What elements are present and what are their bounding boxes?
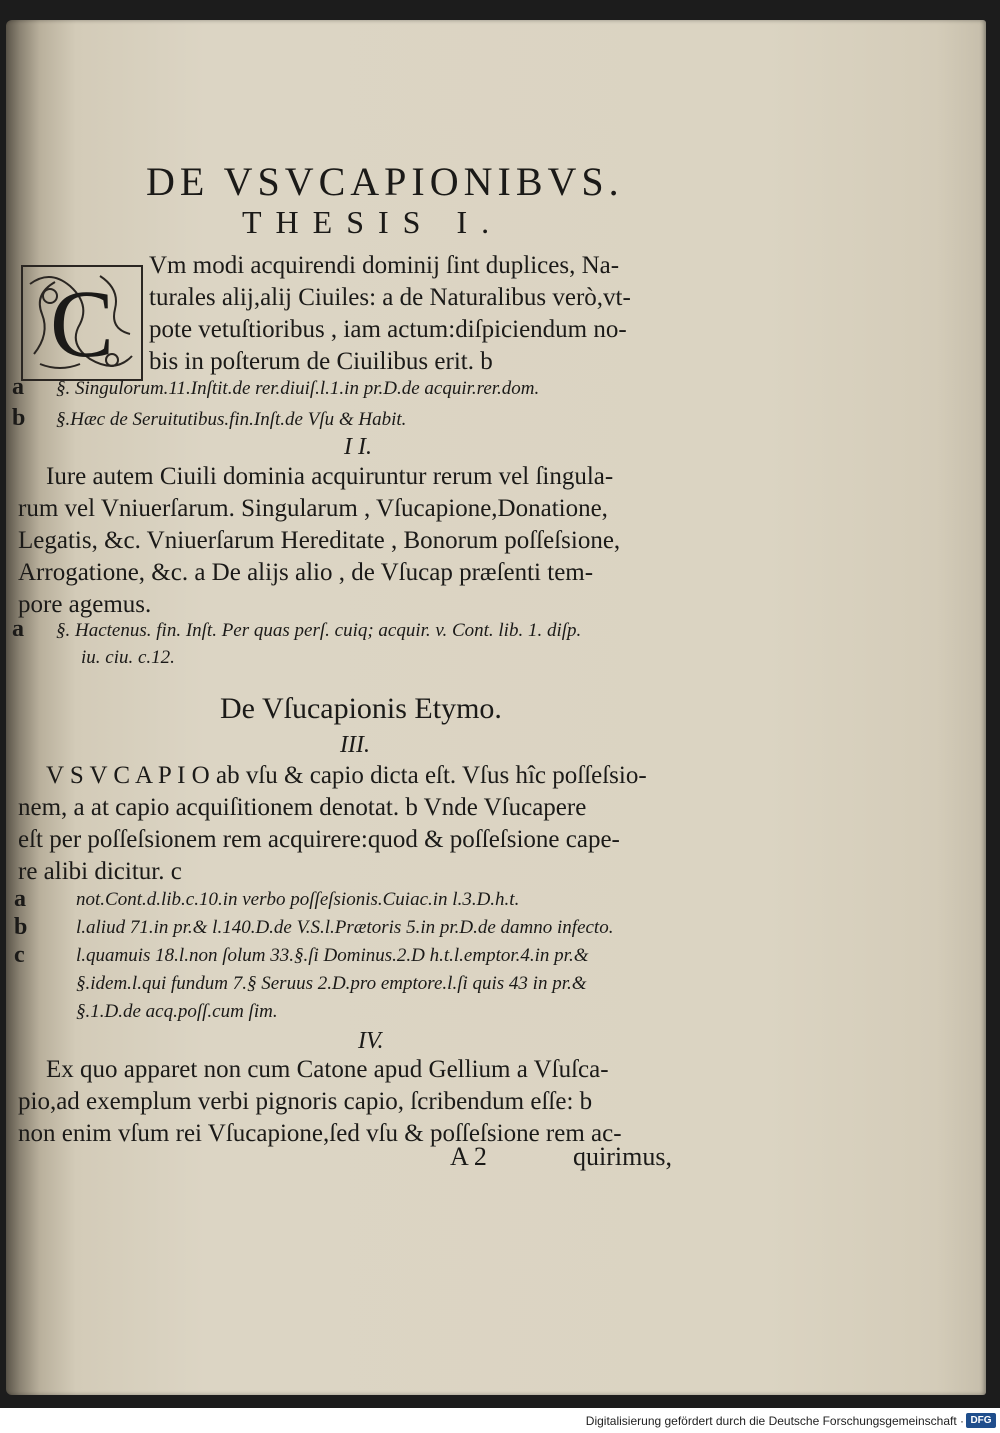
thesis-label: THESIS I.: [242, 204, 504, 240]
note-marker: a: [12, 374, 24, 400]
text-line: turales alij,alij Ciuiles: a de Naturalibus verò,vt-: [149, 284, 631, 311]
text-line: Iure autem Ciuili dominia acquiruntur rerum vel ſingula-: [46, 463, 614, 490]
text-line: Vm modi acquirendi dominij ſint duplices, Na-: [149, 252, 620, 279]
note-marker: b: [12, 405, 26, 431]
decorated-initial-icon: [20, 264, 144, 382]
footnote-line: §. Singulorum.11.Inſtit.de rer.diuiſ.l.1.in pr.D.de acquir.rer.dom.: [56, 378, 540, 399]
note-marker: a: [14, 886, 26, 912]
initial-letter: C: [49, 270, 115, 377]
footnote-line: l.aliud 71.in pr.& l.140.D.de V.S.l.Prætoris 5.in pr.D.de damno infecto.: [76, 917, 614, 938]
text-line: pore agemus.: [18, 591, 152, 618]
text-line: nem, a at capio acquiſitionem denotat. b Vnde Vſucapere: [18, 794, 587, 821]
text-line: rum vel Vniuerſarum. Singularum , Vſucapione,Donatione,: [18, 495, 608, 522]
footnote-line: §.idem.l.qui fundum 7.§ Seruus 2.D.pro emptore.l.ſi quis 43 in pr.&: [76, 973, 587, 994]
book-page: [6, 20, 986, 1395]
note-marker: b: [14, 914, 28, 940]
footnote-line: §. Hactenus. fin. Inſt. Per quas perſ. cuiq; acquir. v. Cont. lib. 1. diſp.: [56, 620, 582, 641]
text-line: eſt per poſſeſsionem rem acquirere:quod & poſſeſsione cape-: [18, 826, 620, 853]
note-marker: a: [12, 616, 24, 642]
text-line: bis in poſterum de Ciuilibus erit. b: [149, 348, 493, 375]
footer-credit: Digitalisierung gefördert durch die Deutsche Forschungsgemeinschaft ·: [585, 1414, 964, 1428]
section-heading: De Vſucapionis Etymo.: [220, 692, 502, 725]
footnote-line: iu. ciu. c.12.: [81, 647, 175, 668]
catchword: quirimus,: [573, 1142, 672, 1171]
text-line: Ex quo apparet non cum Catone apud Gellium a Vſuſca-: [46, 1056, 609, 1083]
footnote-line: not.Cont.d.lib.c.10.in verbo poſſeſsionis.Cuiac.in l.3.D.h.t.: [76, 889, 520, 910]
footnote-line: §.Hæc de Seruitutibus.fin.Inſt.de Vſu & Habit.: [56, 409, 407, 430]
text-line: Arrogatione, &c. a De alijs alio , de Vſucap præſenti tem-: [18, 559, 594, 586]
footer-bar: [0, 1410, 1000, 1433]
note-marker: c: [14, 942, 25, 968]
section-numeral: IV.: [358, 1028, 384, 1054]
page-title: DE VSVCAPIONIBVS.: [146, 159, 624, 204]
section-numeral: I I.: [344, 434, 372, 460]
text-line: Legatis, &c. Vniuerſarum Hereditate , Bonorum poſſeſsione,: [18, 527, 621, 554]
text-line: re alibi dicitur. c: [18, 858, 182, 885]
text-line: V S V C A P I O ab vſu & capio dicta eſt. Vſus hîc poſſeſsio-: [46, 762, 647, 789]
footnote-line: §.1.D.de acq.poſſ.cum ſim.: [76, 1001, 278, 1022]
text-line: pio,ad exemplum verbi pignoris capio, ſcribendum eſſe: b: [18, 1088, 593, 1115]
text-line: non enim vſum rei Vſucapione,ſed vſu & poſſeſsione rem ac-: [18, 1120, 622, 1147]
text-line: pote vetuſtioribus , iam actum:diſpiciendum no-: [149, 316, 627, 343]
signature-mark: A 2: [450, 1142, 487, 1171]
footnote-line: l.quamuis 18.l.non ſolum 33.§.ſi Dominus.2.D h.t.l.emptor.4.in pr.&: [76, 945, 589, 966]
section-numeral: III.: [340, 732, 370, 758]
dfg-logo-icon: DFG: [966, 1413, 996, 1428]
